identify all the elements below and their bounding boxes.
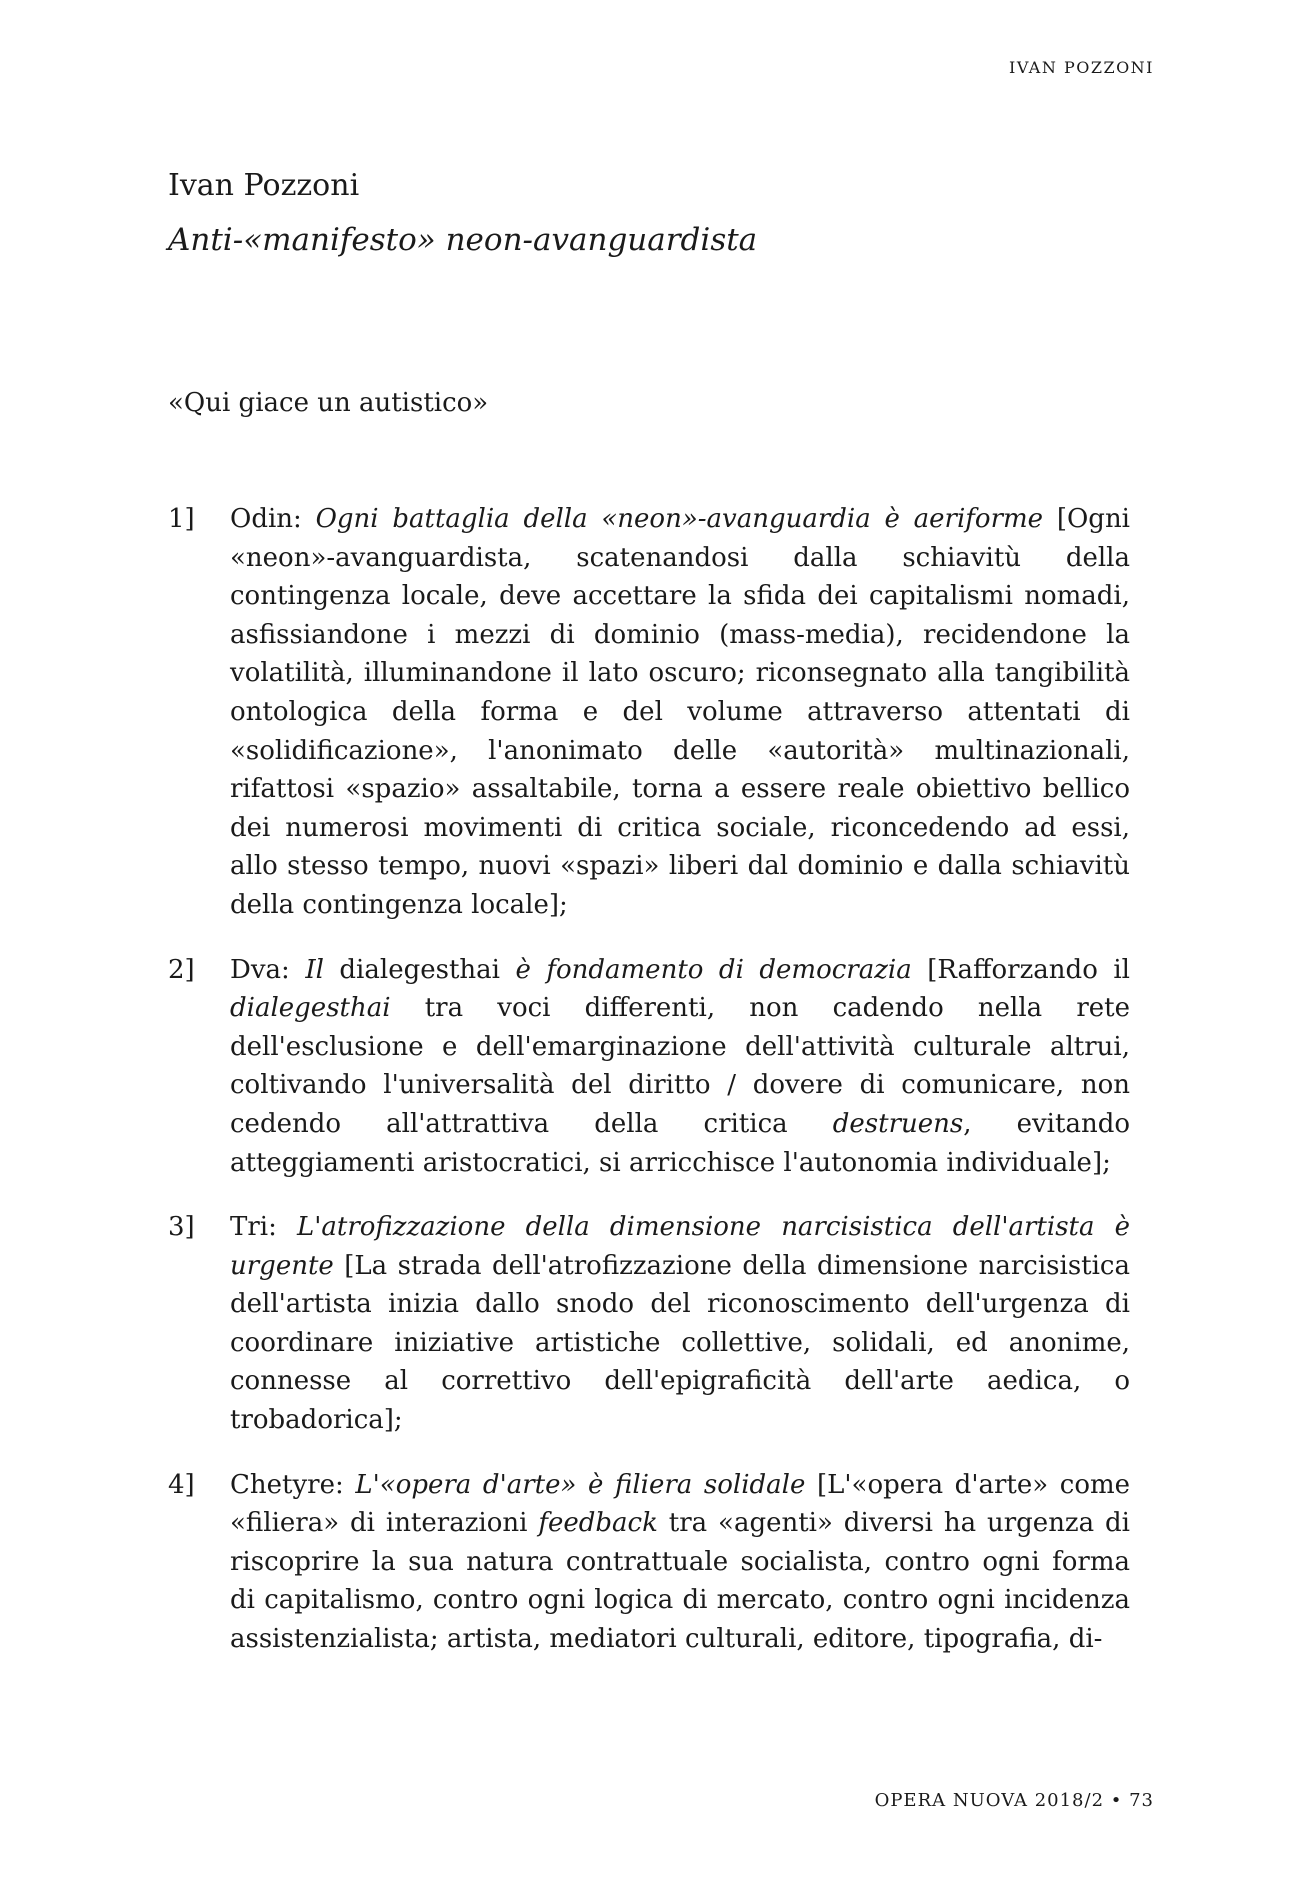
epigraph: «Qui giace un autistico» (168, 388, 489, 418)
manifesto-item-3 (168, 1208, 1130, 1440)
item-heading: Il (305, 954, 324, 985)
item-body: [La strada dell'atrofizzazione della dimensione narcisistica dell'artista inizia dallo snodo del riconoscimento dell'urgenza di coordinare iniziative artistiche collettive, solidali, ed anonime, connesse al correttivo dell'epigraficità dell'arte aedica, o trobadorica]; (230, 1250, 1130, 1436)
manifesto-item-4 (168, 1466, 1130, 1659)
item-body: tra voci differenti, non cadendo nella rete dell'esclusione e dell'emarginazione dell'attività culturale altrui, coltivando l'universalità del diritto / dovere di comunicare, non cedendo all'attrattiva della critica (230, 993, 1130, 1139)
manifesto-item-2 (168, 951, 1130, 1183)
item-number: 4] (168, 1469, 195, 1500)
article-title: Anti-«manifesto» neon-avanguardista (168, 222, 758, 258)
item-label: Chetyre: (230, 1469, 344, 1500)
item-heading: Ogni battaglia della «neon»-avanguardia è aeriforme (315, 504, 1044, 534)
manifesto-item-1 (168, 500, 1130, 925)
manifesto-list (168, 474, 1130, 1677)
item-italic-term: destruens (832, 1108, 964, 1139)
item-number: 2] (168, 954, 195, 985)
page-footer: OPERA NUOVA 2018/2 • 73 (874, 1790, 1154, 1811)
item-number: 3] (168, 1212, 195, 1243)
item-label: Dva: (230, 954, 290, 985)
item-heading: L'atrofizzazione della dimensione narcisistica dell'artista è urgente (230, 1212, 1130, 1281)
item-body: , evitando atteggiamenti aristocratici, si arricchisce l'autonomia individuale]; (230, 1108, 1130, 1178)
item-body: [Ogni «neon»-avanguardista, scatenandosi dalla schiavitù della contingenza locale, deve accettare la sfida dei capitalismi nomadi, asfissiandone i mezzi di dominio (mass-media), recidendone la volatilità, illuminandone il lato oscuro; riconsegnato alla tangibilità ontologica della forma e del volume attraverso attentati di «solidificazione», l'anonimato delle «autorità» multinazionali, rifattosi «spazio» assaltabile, torna a essere reale obiettivo bellico dei numerosi movimenti di critica sociale, riconcedendo ad essi, allo stesso tempo, nuovi «spazi» liberi dal dominio e dalla schiavitù della contingenza locale]; (230, 504, 1131, 920)
running-head: IVAN POZZONI (1009, 58, 1154, 77)
item-body: [L'«opera d'arte» come «filiera» di interazioni (230, 1469, 1131, 1539)
author-name: Ivan Pozzoni (168, 168, 360, 203)
item-italic-term: dialegesthai (230, 993, 391, 1024)
item-number: 1] (168, 504, 195, 534)
item-label: Tri: (230, 1212, 277, 1243)
item-label: Odin: (230, 504, 302, 534)
item-body: dialegesthai (323, 954, 516, 985)
item-heading-cont: è fondamento di democrazia (515, 954, 912, 985)
item-italic-term: feedback (538, 1508, 658, 1539)
item-heading: L'«opera d'arte» è filiera solidale (355, 1469, 806, 1500)
item-body: [Rafforzando il (911, 954, 1130, 985)
item-body: tra «agenti» diversi ha urgenza di riscoprire la sua natura contrattuale socialista, contro ogni forma di capitalismo, contro ogni logica di mercato, contro ogni incidenza assistenzialista; artista, mediatori culturali, editore, tipografia, di- (230, 1508, 1130, 1655)
